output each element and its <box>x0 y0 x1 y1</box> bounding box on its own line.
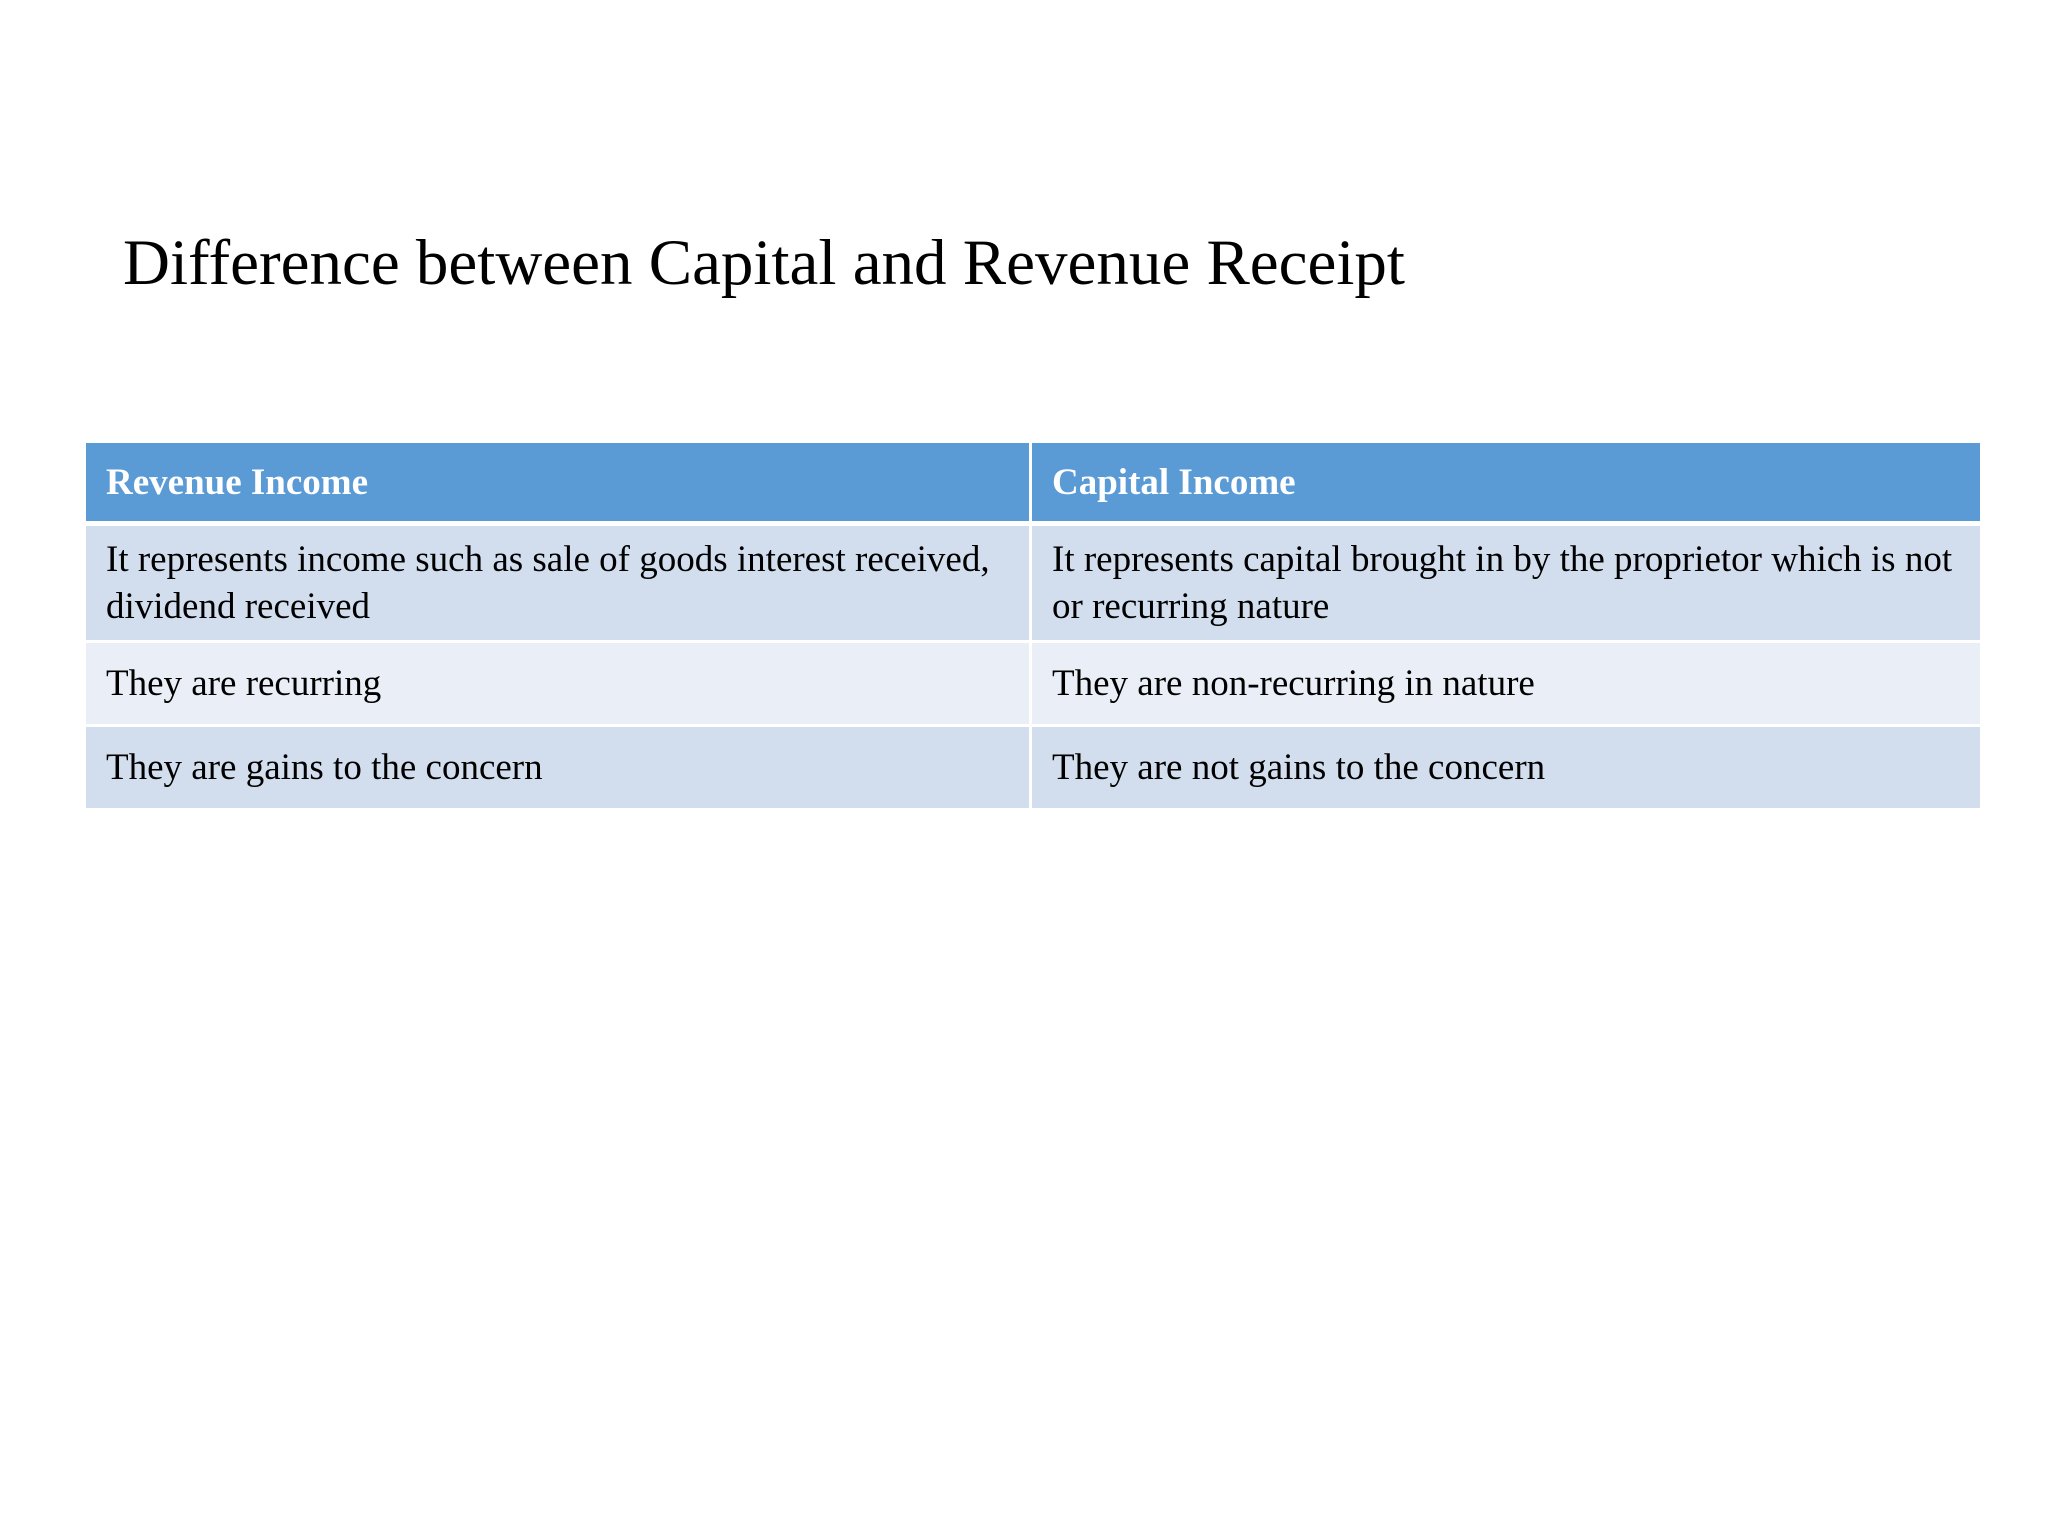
table-header <box>86 443 1980 526</box>
header-cell-revenue-income: Revenue Income <box>86 443 1032 526</box>
table-cell-revenue: It represents income such as sale of goods interest received, dividend received <box>86 526 1032 643</box>
table-cell-capital: They are not gains to the concern <box>1032 727 1980 808</box>
table-row <box>86 727 1980 808</box>
comparison-table <box>86 443 1980 808</box>
table-row <box>86 643 1980 727</box>
table-row <box>86 526 1980 643</box>
header-row <box>86 443 1980 526</box>
table-cell-capital: They are non-recurring in nature <box>1032 643 1980 727</box>
slide-title: Difference between Capital and Revenue Receipt <box>123 227 1405 299</box>
table-body <box>86 526 1980 808</box>
header-cell-capital-income: Capital Income <box>1032 443 1980 526</box>
table-cell-capital: It represents capital brought in by the proprietor which is not or recurring nature <box>1032 526 1980 643</box>
table-cell-revenue: They are recurring <box>86 643 1032 727</box>
table-cell-revenue: They are gains to the concern <box>86 727 1032 808</box>
